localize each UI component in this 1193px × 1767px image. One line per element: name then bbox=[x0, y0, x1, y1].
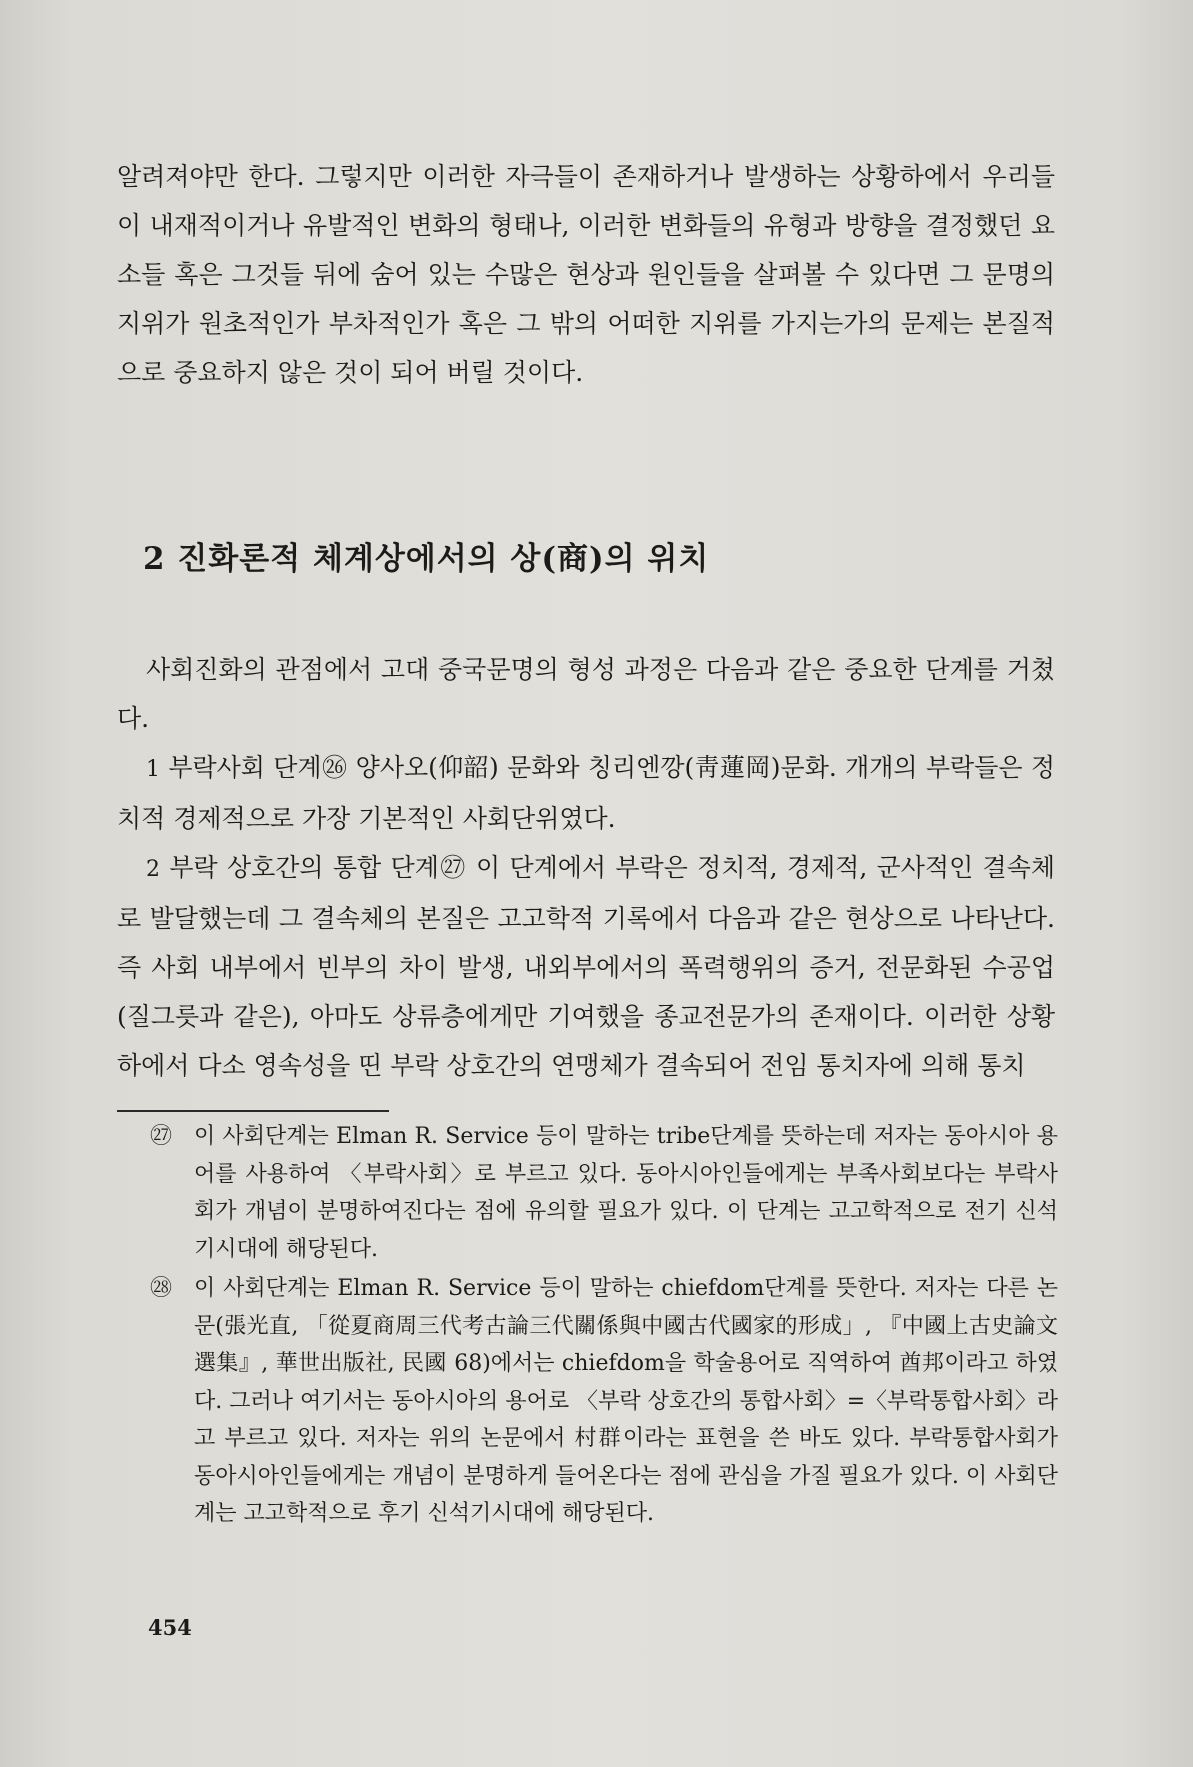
footnote-text: 이 사회단계는 Elman R. Service 등이 말하는 chiefdom단계를 뜻한다. 저자는 다른 논문(張光直, 「從夏商周三代考古論三代關係與中國古代國家的形成」, 『中國上古史論文選集』, 華世出版社, 民國 68)에서는 chiefdom을 학술용어로 직역하여 酋邦이라고 하였다. 그러나 여기서는 동아시아의 용어로 〈부락 상호간의 통합사회〉=〈부락통합사회〉라고 부르고 있다. 저자는 위의 논문에서 村群이라는 표현을 쓴 바도 있다. 부락통합사회가 동아시아인들에게는 개념이 분명하게 들어온다는 점에 관심을 가질 필요가 있다. 이 사회단계는 고고학적으로 후기 신석기시대에 해당된다. bbox=[194, 1276, 1058, 1526]
main-text bbox=[117, 152, 1055, 397]
footnotes bbox=[150, 1118, 1058, 1535]
stage-title: 부락 상호간의 통합 단계㉗ bbox=[169, 853, 467, 882]
section-intro: 사회진화의 관점에서 고대 중국문명의 형성 과정은 다음과 같은 중요한 단계를 거쳤다. bbox=[117, 655, 1055, 733]
footnote-mark: ㉗ bbox=[150, 1124, 173, 1149]
stage-number: 2 bbox=[146, 857, 160, 882]
footnote bbox=[150, 1118, 1058, 1268]
footnote bbox=[150, 1270, 1058, 1533]
footnote-text: 이 사회단계는 Elman R. Service 등이 말하는 tribe단계를 뜻하는데 저자는 동아시아 용어를 사용하여 〈부락사회〉로 부르고 있다. 동아시아인들에게는 부족사회보다는 부락사회가 개념이 분명하여진다는 점에 유의할 필요가 있다. 이 단계는 고고학적으로 전기 신석기시대에 해당된다. bbox=[194, 1124, 1058, 1262]
section-heading: 2 진화론적 체계상에서의 상(商)의 위치 bbox=[143, 541, 710, 577]
footnote-divider bbox=[117, 1110, 389, 1112]
stage-title: 부락사회 단계㉖ bbox=[168, 753, 348, 782]
page-number: 454 bbox=[148, 1615, 192, 1640]
stage-item bbox=[117, 743, 1055, 843]
stage-text: 양사오(仰韶) 문화와 칭리엔깡(靑蓮岡)문화. 개개의 부락들은 정치적 경제적으로 가장 기본적인 사회단위였다. bbox=[117, 753, 1055, 833]
stage-item bbox=[117, 843, 1055, 1090]
intro-paragraph: 알려져야만 한다. 그렇지만 이러한 자극들이 존재하거나 발생하는 상황하에서 우리들이 내재적이거나 유발적인 변화의 형태나, 이러한 변화들의 유형과 방향을 결정했던 요소들 혹은 그것들 뒤에 숨어 있는 수많은 현상과 원인들을 살펴볼 수 있다면 그 문명의 지위가 원초적인가 부차적인가 혹은 그 밖의 어떠한 지위를 가지는가의 문제는 본질적으로 중요하지 않은 것이 되어 버릴 것이다. bbox=[117, 162, 1055, 387]
stage-number: 1 bbox=[146, 757, 160, 782]
footnote-mark: ㉘ bbox=[150, 1276, 173, 1301]
section-body bbox=[117, 645, 1055, 1090]
stage-text: 이 단계에서 부락은 정치적, 경제적, 군사적인 결속체로 발달했는데 그 결속체의 본질은 고고학적 기록에서 다음과 같은 현상으로 나타난다. 즉 사회 내부에서 빈부의 차이 발생, 내외부에서의 폭력행위의 증거, 전문화된 수공업(질그릇과 같은), 아마도 상류층에게만 기여했을 종교전문가의 존재이다. 이러한 상황하에서 다소 영속성을 띤 부락 상호간의 연맹체가 결속되어 전임 통치자에 의해 통치 bbox=[117, 853, 1055, 1080]
